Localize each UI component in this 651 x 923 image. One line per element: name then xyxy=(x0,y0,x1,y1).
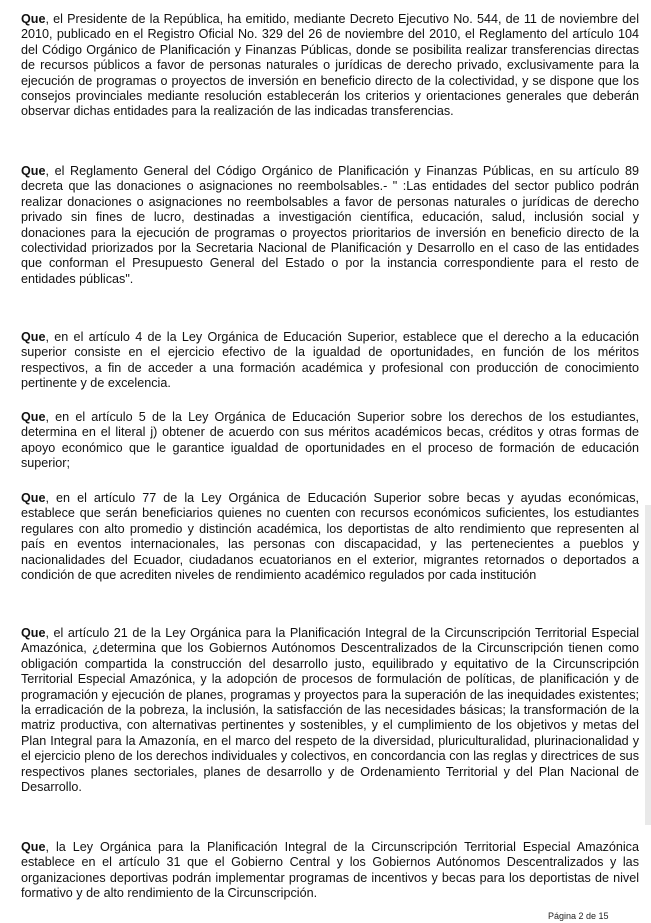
paragraph-lead: Que xyxy=(21,12,46,26)
paragraph-lead: Que xyxy=(21,491,46,505)
paragraph-3 xyxy=(21,330,639,392)
page-number: Página 2 de 15 xyxy=(548,911,609,921)
paragraph-4 xyxy=(21,410,639,472)
paragraph-2 xyxy=(21,164,639,287)
paragraph-7 xyxy=(21,840,639,902)
paragraph-lead: Que xyxy=(21,626,46,640)
paragraph-1 xyxy=(21,12,639,120)
scan-edge-shadow xyxy=(645,505,651,825)
paragraph-lead: Que xyxy=(21,164,46,178)
paragraph-lead: Que xyxy=(21,840,46,854)
paragraph-text: , el Presidente de la República, ha emitido, mediante Decreto Ejecutivo No. 544, de 11 de noviembre del 2010, publicado en el Registro Oficial No. 329 del 26 de noviembre del 2010, el Reglamento del artículo 104 del Código Orgánico de Planificación y Finanzas Públicas, donde se posibilita realizar transferencias directas de recursos públicos a favor de personas naturales o jurídicas de derecho privado, exclusivamente para la ejecución de programas o proyectos de inversión en beneficio directo de la colectividad, y se dispone que los consejos provinciales mediante resolución establecerán los criterios y orientaciones generales que deberán observar dichas entidades para la realización de las indicadas transferencias. xyxy=(21,12,639,119)
paragraph-text: , la Ley Orgánica para la Planificación Integral de la Circunscripción Territorial Especial Amazónica establece en el artículo 31 que el Gobierno Central y los Gobiernos Autónomos Descentralizados y las organizaciones deportivas podrán implementar programas de incentivos y becas para los deportistas de nivel formativo y de alto rendimiento de la Circunscripción. xyxy=(21,840,639,901)
paragraph-text: , el Reglamento General del Código Orgánico de Planificación y Finanzas Públicas, en su artículo 89 decreta que las donaciones o asignaciones no reembolsables.- " :Las entidades del sector publico podrán realizar donaciones o asignaciones no reembolsables a favor de personas naturales o jurídicas de derecho privado sin fines de lucro, destinadas a investigación científica, educación, salud, inclusión social y donaciones para la ejecución de programas o proyectos prioritarios de inversión en beneficio directo de la colectividad priorizados por la Secretaria Nacional de Planificación y Desarrollo en el caso de las entidades que conforman el Presupuesto General del Estado o por la instancia correspondiente para el resto de entidades públicas". xyxy=(21,164,639,286)
paragraph-text: , en el artículo 4 de la Ley Orgánica de Educación Superior, establece que el derecho a la educación superior consiste en el ejercicio efectivo de la igualdad de oportunidades, en función de los méritos respectivos, a fin de acceder a una formación académica y profesional con producción de conocimiento pertinente y de excelencia. xyxy=(21,330,639,391)
paragraph-6 xyxy=(21,626,639,795)
paragraph-lead: Que xyxy=(21,330,46,344)
paragraph-5 xyxy=(21,491,639,583)
paragraph-text: , el artículo 21 de la Ley Orgánica para la Planificación Integral de la Circunscripción Territorial Especial Amazónica, ¿determina que los Gobiernos Autónomos Descentralizados de la Circunscripción tienen como obligación compartida la construcción del desarrollo justo, equilibrado y equitativo de la Circunscripción Territorial Especial Amazónica, y la adopción de procesos de formulación de políticas, de planificación y de programación y ejecución de planes, programas y proyectos para la superación de las inequidades existentes; la erradicación de la pobreza, la inclusión, la satisfacción de las necesidades básicas; la transformación de la matriz productiva, con alternativas pertinentes y sostenibles, y el cumplimiento de los objetivos y metas del Plan Integral para la Amazonía, en el marco del respeto de la diversidad, pluriculturalidad, plurinacionalidad y el ejercicio pleno de los derechos individuales y colectivos, en concordancia con las reglas y directrices de sus respectivos planes sectoriales, planes de desarrollo y de Ordenamiento Territorial y del Plan Nacional de Desarrollo. xyxy=(21,626,639,795)
paragraph-lead: Que xyxy=(21,410,46,424)
paragraph-text: , en el artículo 77 de la Ley Orgánica de Educación Superior sobre becas y ayudas económicas, establece que serán beneficiarios quienes no cuenten con recursos económicos suficientes, los estudiantes regulares con alto promedio y distinción académica, los deportistas de alto rendimiento que representen al país en eventos internacionales, las personas con discapacidad, y las pertenecientes a pueblos y nacionalidades del Ecuador, ciudadanos ecuatorianos en el exterior, migrantes retornados o deportados a condición de que acrediten niveles de rendimiento académico regulados por cada institución xyxy=(21,491,639,583)
paragraph-text: , en el artículo 5 de la Ley Orgánica de Educación Superior sobre los derechos de los estudiantes, determina en el literal j) obtener de acuerdo con sus méritos académicos becas, créditos y otras formas de apoyo económico que le garantice igualdad de oportunidades en el proceso de formación de educación superior; xyxy=(21,410,639,471)
